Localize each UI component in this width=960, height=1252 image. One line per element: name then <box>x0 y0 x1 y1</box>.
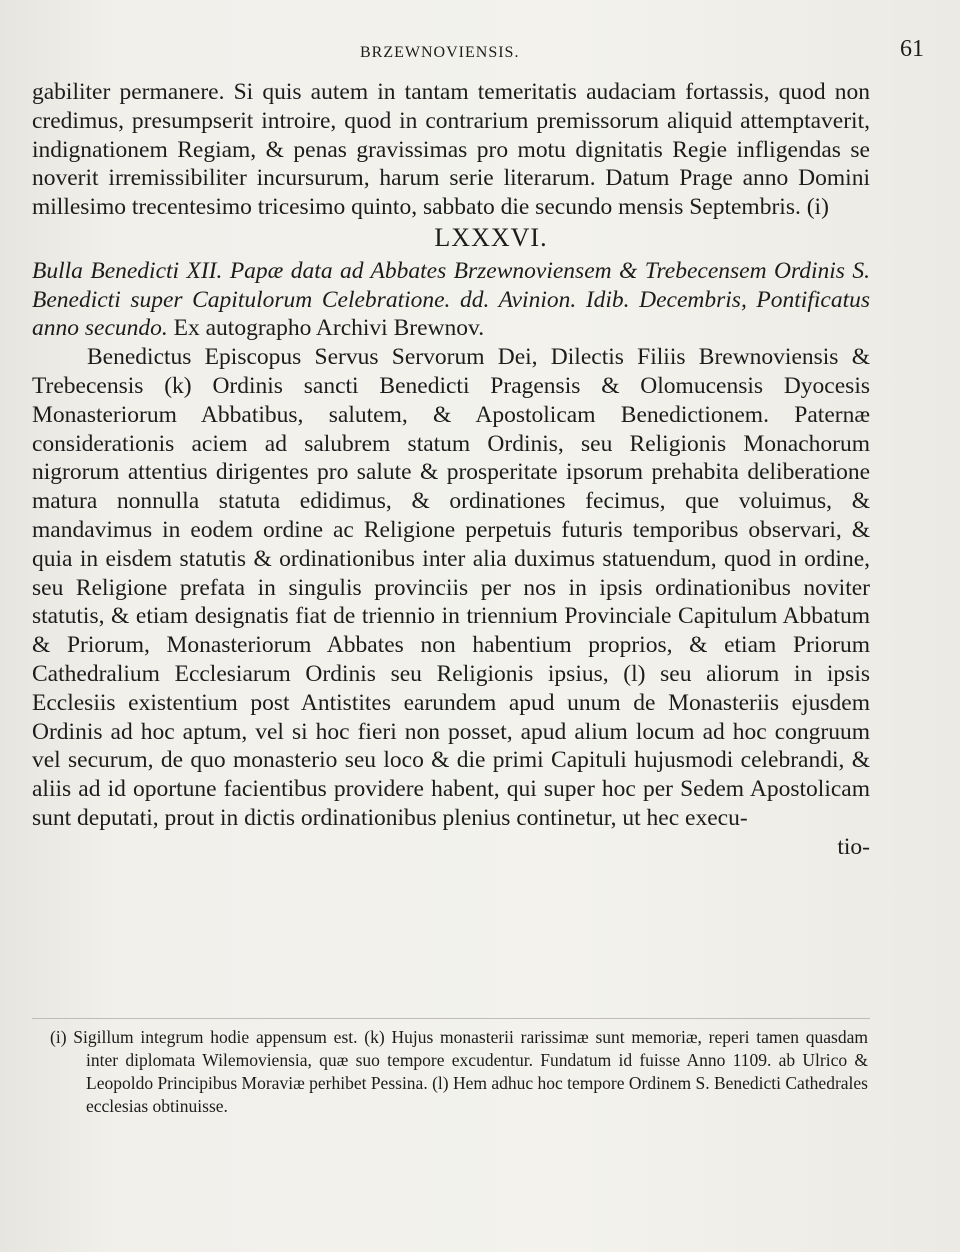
rubric-source: Ex autographo Archivi Brewnov. <box>173 315 485 342</box>
footnote-rule <box>32 1018 870 1019</box>
paragraph-continuation: gabiliter permanere. Si quis autem in tantam temeritatis audaciam fortassis, quod non credimus, presumpserit introire, quod in contrarium premissorum aliquid attemptaverit, indignationem Regiam, & penas gravissimas pro motu dignitatis Regie infligendas se noverit irremissibiliter incursurum, harum serie literarum. Datum Prage anno Domini millesimo trecentesimo tricesimo quinto, sabbato die secundo mensis Septembris. (i) <box>32 79 870 221</box>
bull-text: Benedictus Episcopus Servus Servorum Dei, Dilectis Filiis Brewnoviensis & Trebecensis (k) Ordinis sancti Benedicti Pragensis & Olomucensis Dyocesis Monasteriorum Abbatibus, salutem, & Apostolicam Benedictionem. Paternæ considerationis aciem ad salubrem statum Ordinis, seu Religionis Monachorum nigrorum attentius dirigentes pro salute & prosperitate ipsorum prehabita deliberatione matura nonnulla statuta edidimus, & ordinationes fecimus, que voluimus, & mandavimus in eodem ordine ac Religione perpetuis futuris temporibus observari, & quia in eisdem statutis & ordinationibus inter alia duximus statuendum, quod in ordine, seu Religione prefata in singulis provinciis per nos in ipsis ordinationibus noviter statutis, & etiam designatis fiat de triennio in triennium Provinciale Capitulum Abbatum & Priorum, Monasteriorum Abbates non habentium proprios, & etiam Priorum Cathedralium Ecclesiarum Ordinis seu Religionis ipsius, (l) seu aliorum in ipsis Ecclesiis existentium post Antistites earundem apud unum de Monasteriis ejusdem Ordinis ad hoc aptum, vel si hoc fieri non posset, apud alium locum ad hoc congruum vel securum, de quo monasterio seu loco & die primi Capituli hujusmodi celebrandi, & aliis ad id oportune facientibus providere habent, qui super hoc per Sedem Apostolicam sunt deputati, prout in dictis ordinationibus plenius continetur, ut hec execu- <box>32 344 870 831</box>
rubric-paragraph <box>32 257 870 343</box>
document-number: LXXXVI. <box>434 222 548 252</box>
rubric-title: Bulla Benedicti XII. Papæ data ad Abbates Brzewnoviensem & Trebecensem Ordinis S. Benedicti super Capitulorum Celebratione. dd. Avinion. Idib. Decembris, Pontificatus anno secundo. <box>32 257 870 342</box>
main-text <box>32 78 870 862</box>
footnote-text: (i) Sigillum integrum hodie appensum est. (k) Hujus monasterii rarissimæ sunt memoriæ, reperi tamen quasdam inter diplomata Wilemoviensia, quæ suo tempore excudentur. Fundatum id fuisse Anno 1109. ab Ulrico & Leopoldo Principibus Moraviæ perhibet Pessina. (l) Hem adhuc hoc tempore Ordinem S. Benedicti Cathedrales ecclesias obtinuisse. <box>50 1027 868 1116</box>
running-head: BRZEWNOVIENSIS. <box>360 44 520 61</box>
page-number: 61 <box>900 36 924 62</box>
catchword: tio- <box>837 833 870 860</box>
footnotes <box>50 1026 868 1118</box>
